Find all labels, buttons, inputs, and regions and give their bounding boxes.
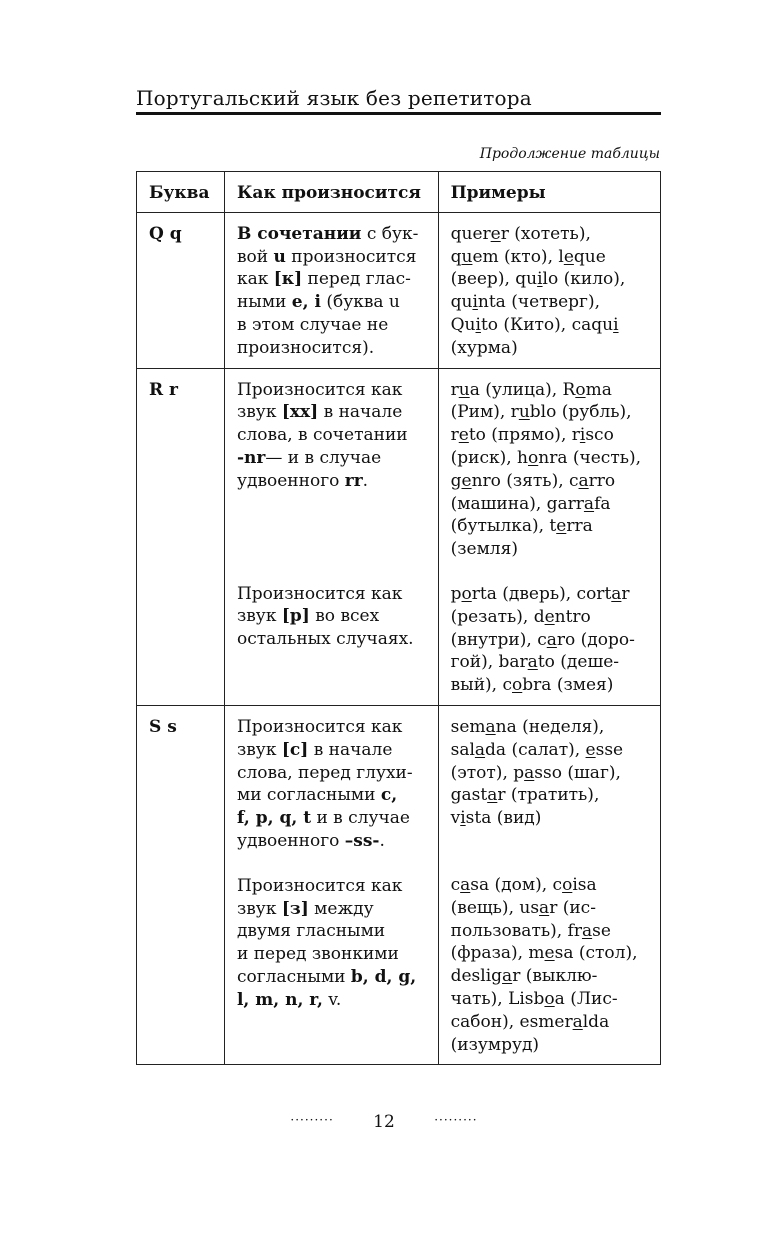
page-number: 12 [373, 1112, 395, 1132]
examples-cell [438, 705, 660, 1064]
rule-text: В сочетании с бук- вой u произносится как [к] перед глас- ными e, i (буква u в этом случае не произносится). [236, 223, 419, 358]
examples-text: semana (неделя), salada (салат), esse (этот), passo (шаг), gastar (тратить), vista (вид) [450, 716, 624, 829]
examples-text: querer (хотеть), quem (кто), leque (веер), quilo (кило), quinta (четверг), Quito (Кито), caqui (хурма) [450, 223, 626, 358]
table-row [137, 212, 661, 368]
column-header-letter: Буква [137, 172, 225, 213]
rule-text: Произносится как звук [з] между двумя гласными и перед звонкими согласными b, d, g, l, m, n, r, v. [236, 875, 417, 1010]
letter-cell: R r [137, 368, 225, 705]
rule-text: Произносится как звук [р] во всех остальных случаях. [236, 583, 414, 650]
rule-text: Произносится как звук [хх] в начале слова, в сочетании -nr— и в случае удвоенного rr. [236, 379, 408, 491]
column-header-pronunciation: Как произносится [224, 172, 438, 213]
header-rule [136, 112, 661, 115]
examples-text: porta (дверь), cortar (резать), dentro (внутри), caro (доро- гой), barato (деше- вый), cobra (змея) [450, 583, 635, 696]
table-row [137, 368, 661, 705]
letter-cell: S s [137, 705, 225, 1064]
letter-cell: Q q [137, 212, 225, 368]
page-footer [0, 1112, 768, 1132]
table-continuation-note: Продолжение таблицы [479, 146, 660, 162]
examples-cell [438, 212, 660, 368]
table-header-row [137, 172, 661, 213]
rule-cell [224, 705, 438, 1064]
column-header-examples: Примеры [438, 172, 660, 213]
rule-cell [224, 368, 438, 705]
rule-text: Произносится как звук [с] в начале слова, перед глухи- ми согласными c, f, p, q, t и в случае удвоенного –ss-. [236, 716, 413, 851]
footer-dots-right: ········· [434, 1113, 478, 1127]
examples-text: casa (дом), coisa (вещь), usar (ис- пользовать), frase (фраза), mesa (стол), desligar (выклю- чать), Lisboa (Лис- сабон), esmeralda (изумруд) [450, 874, 638, 1055]
pronunciation-table [136, 171, 661, 1065]
examples-cell [438, 368, 660, 705]
running-header: Португальский язык без репетитора [136, 86, 532, 110]
table-row [137, 705, 661, 1064]
footer-dots-left: ········· [290, 1113, 334, 1127]
examples-text: rua (улица), Roma (Рим), rublo (рубль), reto (прямо), risco (риск), honra (честь), genro (зять), carro (машина), garrafa (бутылка), terra (земля) [450, 379, 642, 560]
rule-cell [224, 212, 438, 368]
